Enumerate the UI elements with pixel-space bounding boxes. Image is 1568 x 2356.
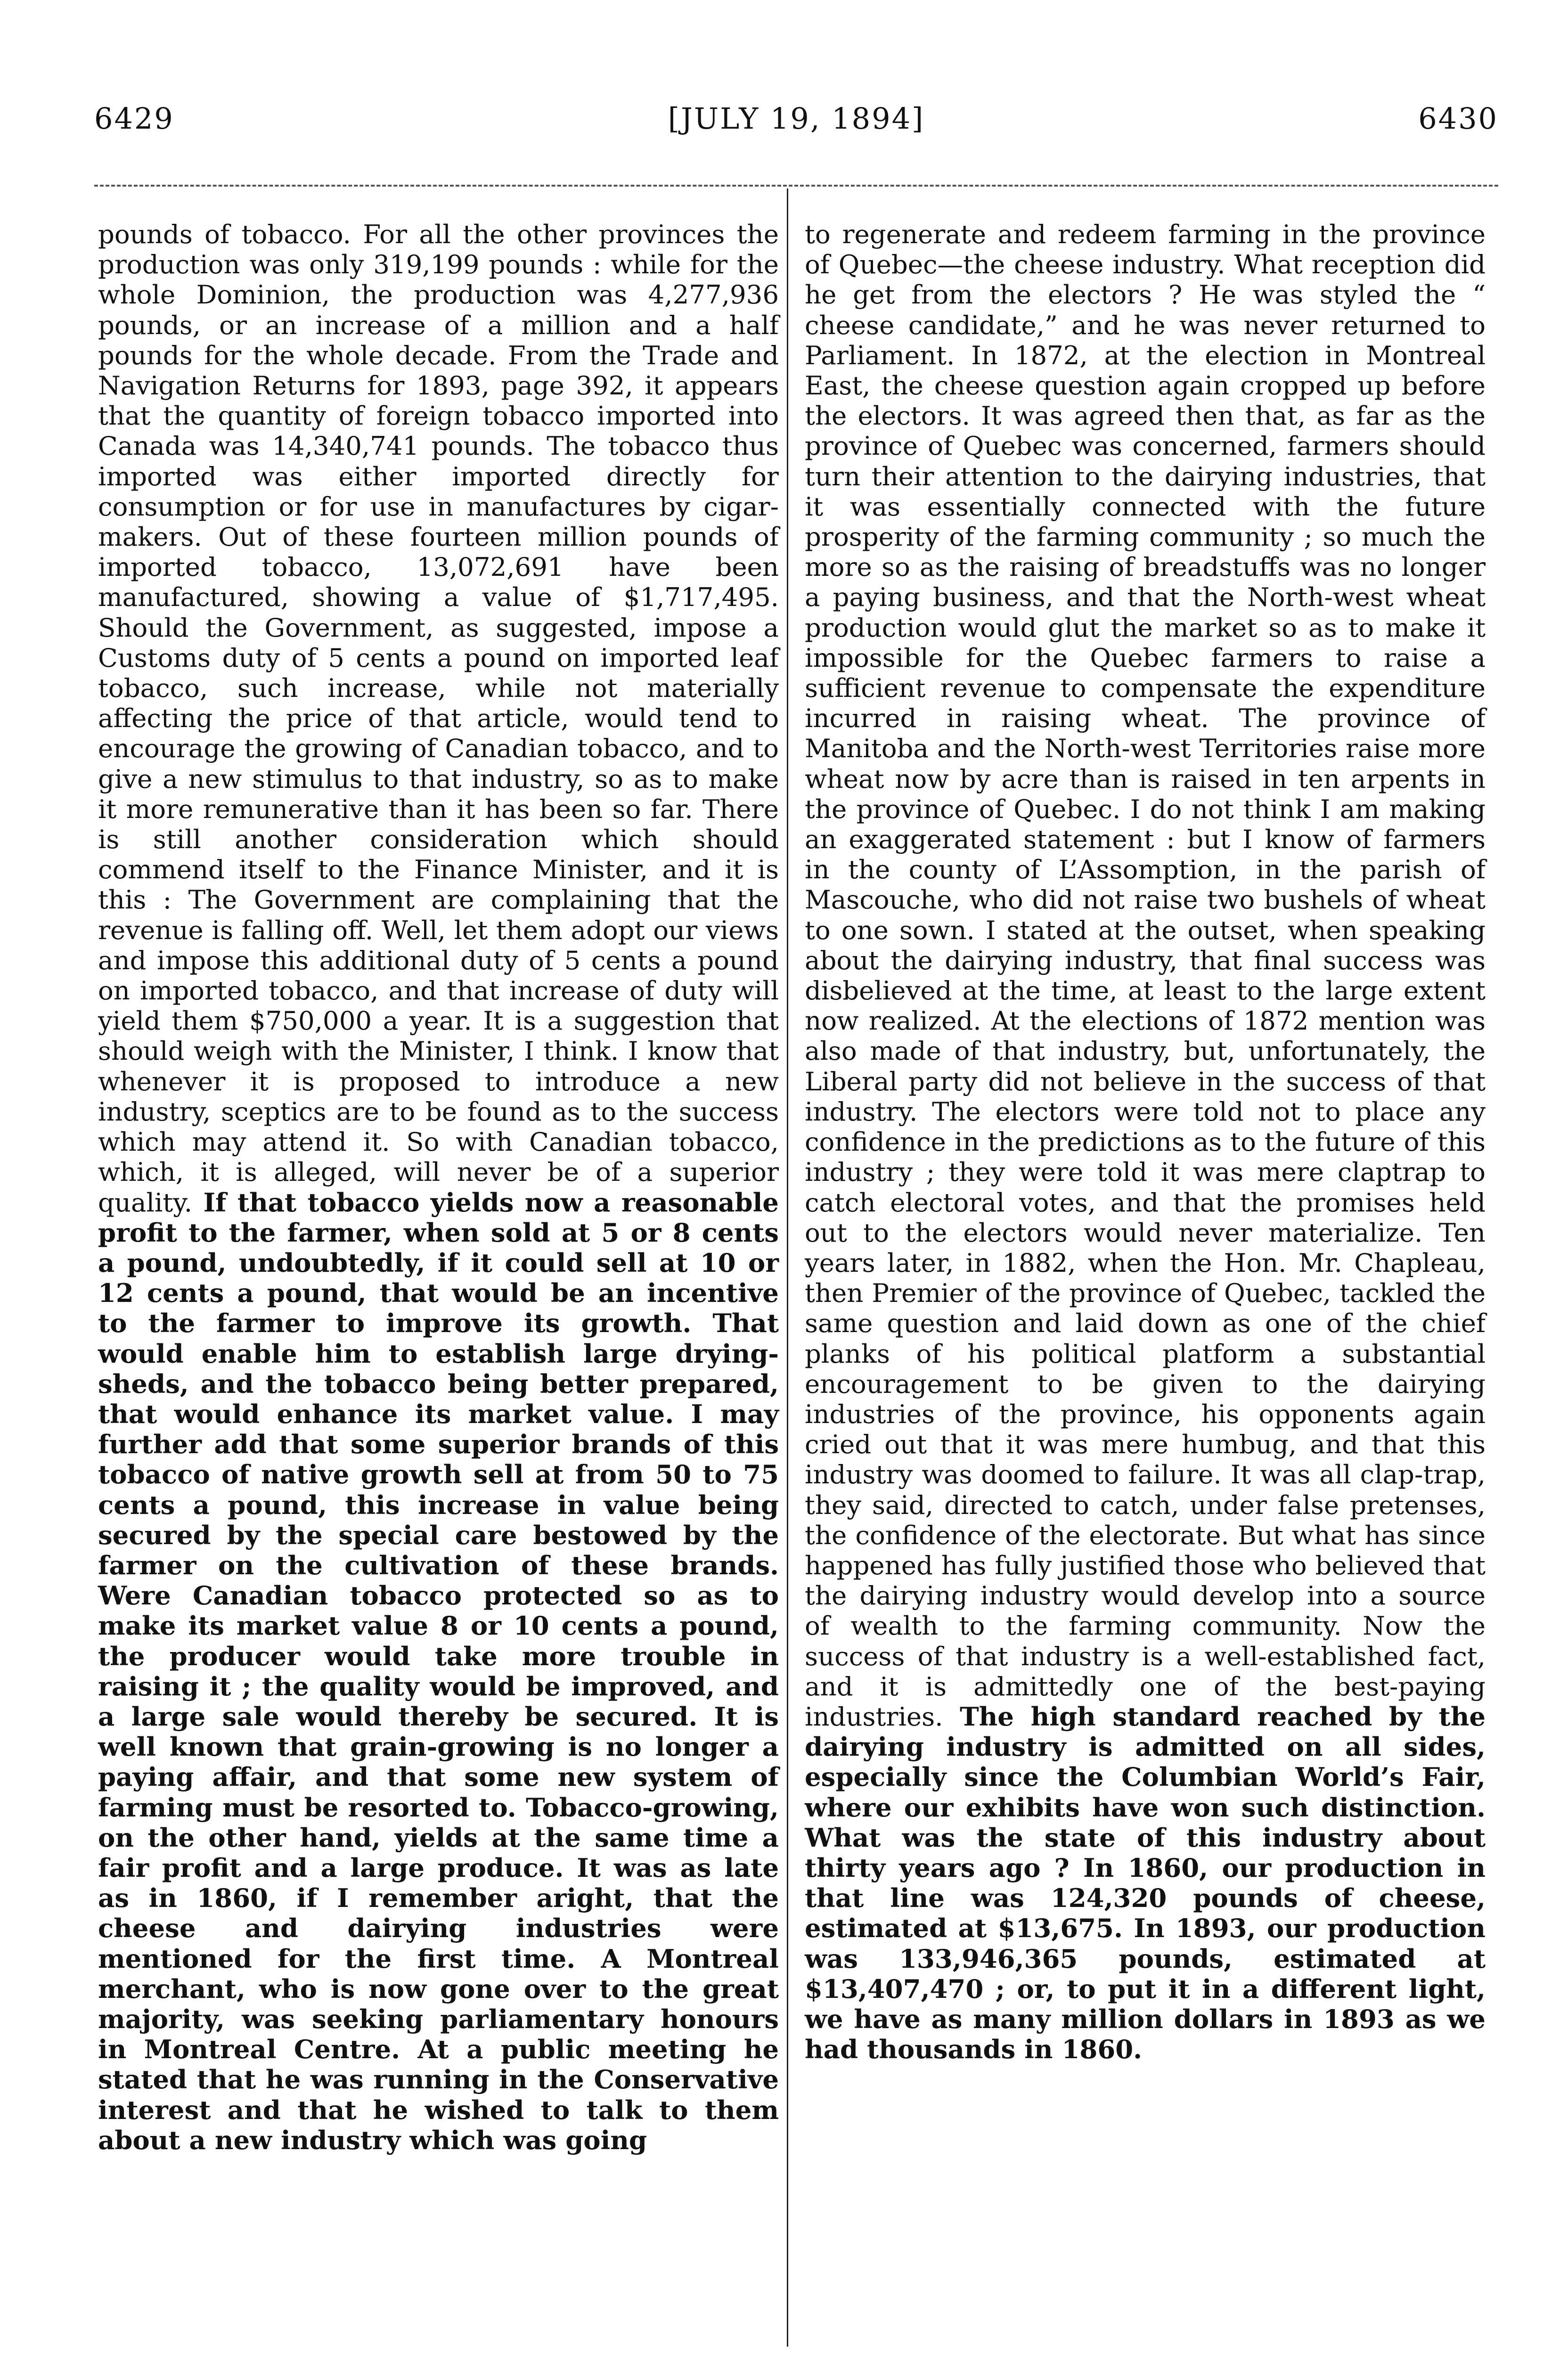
left-column-text: pounds of tobacco. For all the other provinces the production was only 319,199 pounds : while for the whole Dominion, the production was 4,277,936 pounds, or an increase of a million and a half pounds for the whole decade. From the Trade and Navigation Returns for 1893, page 392, it appears that the quantity of foreign tobacco imported into Canada was 14,340,741 pounds. The tobacco thus imported was either imported directly for consumption or for use in manufactures by cigar-makers. Out of these fourteen million pounds of imported tobacco, 13,072,691 have been manufactured, showing a value of $1,717,495. Should the Government, as suggested, impose a Customs duty of 5 cents a pound on imported leaf tobacco, such increase, while not materially affecting the price of that article, would tend to encourage the growing of Canadian tobacco, and to give a new stimulus to that industry, so as to make it more remunerative than it has been so far. There is still another consideration which should commend itself to the Finance Minister, and it is this : The Government are complaining that the revenue is falling off. Well, let them adopt our views and impose this additional duty of 5 cents a pound on imported tobacco, and that increase of duty will yield them $750,000 a year. It is a suggestion that should weigh with the Minister, I think. I know that whenever it is proposed to introduce a new industry, sceptics are to be found as to the success which may attend it. So with Canadian tobacco, which, it is alleged, will never be of a superior quality. (98, 219, 779, 1218)
header-rule (94, 185, 1498, 187)
page-header (94, 101, 1498, 144)
right-column-text-bold: The high standard reached by the dairying industry is admitted on all sides, especially since the Columbian World’s Fair, where our exhibits have won such distinction. What was the state of this industry about thirty years ago ? In 1860, our production in that line was 124,320 pounds of cheese, estimated at $13,675. In 1893, our production was 133,946,365 pounds, estimated at $13,407,470 ; or, to put it in a different light, we have as many million dollars in 1893 as we had thousands in 1860. (805, 1701, 1486, 2065)
left-column (98, 219, 779, 2155)
page-date: [JULY 19, 1894] (668, 101, 925, 136)
page-number-right: 6430 (1418, 101, 1498, 136)
right-column (805, 219, 1486, 2064)
page-number-left: 6429 (94, 101, 174, 136)
right-column-text: to regenerate and redeem farming in the province of Quebec—the cheese industry. What reception did he get from the electors ? He was styled the “ cheese candidate,” and he was never returned to Parliament. In 1872, at the election in Montreal East, the cheese question again cropped up before the electors. It was agreed then that, as far as the province of Quebec was concerned, farmers should turn their attention to the dairying industries, that it was essentially connected with the future prosperity of the farming community ; so much the more so as the raising of breadstuffs was no longer a paying business, and that the North-west wheat production would glut the market so as to make it impossible for the Quebec farmers to raise a sufficient revenue to compensate the expenditure incurred in raising wheat. The province of Manitoba and the North-west Territories raise more wheat now by acre than is raised in ten arpents in the province of Quebec. I do not think I am making an exaggerated statement : but I know of farmers in the county of L’Assomption, in the parish of Mascouche, who did not raise two bushels of wheat to one sown. I stated at the outset, when speaking about the dairying industry, that final success was disbelieved at the time, at least to the large extent now realized. At the elections of 1872 mention was also made of that industry, but, unfortunately, the Liberal party did not believe in the success of that industry. The electors were told not to place any confidence in the predictions as to the future of this industry ; they were told it was mere claptrap to catch electoral votes, and that the promises held out to the electors would never materialize. Ten years later, in 1882, when the Hon. Mr. Chapleau, then Premier of the province of Quebec, tackled the same question and laid down as one of the chief planks of his political platform a substantial encouragement to be given to the dairying industries of the province, his opponents again cried out that it was mere humbug, and that this industry was doomed to failure. It was all clap-trap, they said, directed to catch, under false pretenses, the confidence of the electorate. But what has since happened has fully justified those who believed that the dairying industry would develop into a source of wealth to the farming community. Now the success of that industry is a well-established fact, and it is admittedly one of the best-paying industries. (805, 219, 1486, 1732)
left-column-text-bold: If that tobacco yields now a reasonable profit to the farmer, when sold at 5 or 8 cents a pound, undoubtedly, if it could sell at 10 or 12 cents a pound, that would be an incentive to the farmer to improve its growth. That would enable him to establish large drying-sheds, and the tobacco being better prepared, that would enhance its market value. I may further add that some superior brands of this tobacco of native growth sell at from 50 to 75 cents a pound, this increase in value being secured by the special care bestowed by the farmer on the cultivation of these brands. Were Canadian tobacco protected so as to make its market value 8 or 10 cents a pound, the producer would take more trouble in raising it ; the quality would be improved, and a large sale would thereby be secured. It is well known that grain-growing is no longer a paying affair, and that some new system of farming must be resorted to. Tobacco-growing, on the other hand, yields at the same time a fair profit and a large produce. It was as late as in 1860, if I remember aright, that the cheese and dairying industries were mentioned for the first time. A Montreal merchant, who is now gone over to the great majority, was seeking parliamentary honours in Montreal Centre. At a public meeting he stated that he was running in the Conservative interest and that he wished to talk to them about a new industry which was going (98, 1187, 779, 2155)
right-column-paragraph (805, 219, 1486, 2064)
column-divider (787, 188, 788, 2347)
left-column-paragraph (98, 219, 779, 2155)
